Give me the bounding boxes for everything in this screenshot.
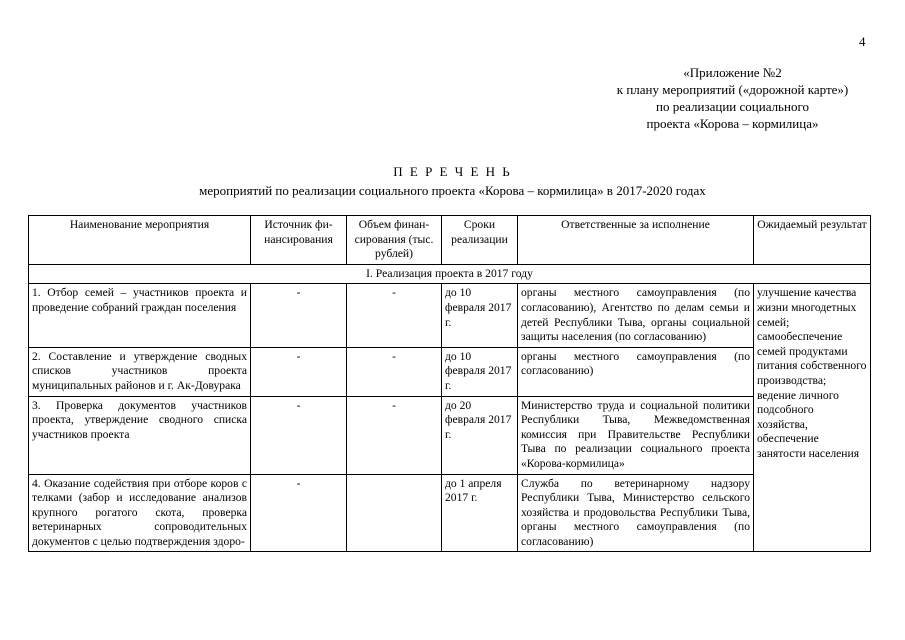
table-header-row [29, 216, 871, 265]
table-row [29, 284, 871, 347]
row-source: - [251, 474, 347, 552]
appendix-line-4: проекта «Корова – кормилица» [646, 116, 819, 131]
appendix-header [560, 64, 905, 132]
page-number: 4 [859, 34, 866, 49]
header-volume: Объем финан-сирования (тыс. рублей) [347, 216, 442, 265]
table-row [29, 474, 871, 552]
section-title: I. Реализация проекта в 2017 году [29, 264, 871, 284]
row-volume [347, 474, 442, 552]
row-name: 4. Оказание содействия при отборе коров с телками (забор и исследование анализов крупного рогатого скота, проверка ветеринарных сопроводительных документов с целью подтверждения здоро- [29, 474, 251, 552]
row-responsible: Министерство труда и социальной политики Республики Тыва, Межведомственная комиссия при Правительстве Республики Тыва по реализации социального проекта «Корова-кормилица» [518, 396, 754, 474]
row-name: 2. Составление и утверждение сводных списков участников проекта муниципальных районов и г. Ак-Довурака [29, 347, 251, 396]
document-subtitle: мероприятий по реализации социального проекта «Корова – кормилица» в 2017-2020 годах [199, 183, 706, 198]
row-volume: - [347, 284, 442, 347]
row-responsible: органы местного самоуправления (по согласованию) [518, 347, 754, 396]
row-source: - [251, 347, 347, 396]
header-terms: Сроки реализации [442, 216, 518, 265]
expected-result: улучшение качества жизни многодетных семей; самообеспечение семей продуктами питания собственного производства; ведение личного подсобного хозяйства, обеспечение занятости населения [754, 284, 871, 552]
row-responsible: Служба по ветеринарному надзору Республики Тыва, Министерство сельского хозяйства и продовольства Республики Тыва, органы местного самоуправления (по согласованию) [518, 474, 754, 552]
row-volume: - [347, 347, 442, 396]
header-responsible: Ответственные за исполнение [518, 216, 754, 265]
table-row [29, 347, 871, 396]
row-source: - [251, 396, 347, 474]
table-row [29, 396, 871, 474]
row-volume: - [347, 396, 442, 474]
row-source: - [251, 284, 347, 347]
header-name: Наименование мероприятия [29, 216, 251, 265]
row-terms: до 1 апреля 2017 г. [442, 474, 518, 552]
document-title: П Е Р Е Ч Е Н Ь [393, 164, 512, 179]
activities-table [28, 215, 871, 552]
appendix-line-1: «Приложение №2 [683, 65, 782, 80]
row-name: 3. Проверка документов участников проекта, утверждение сводного списка участников проекта [29, 396, 251, 474]
section-row [29, 264, 871, 284]
row-responsible: органы местного самоуправления (по согласованию), Агентство по делам семьи и детей Республики Тыва, органы социальной защиты населения (по согласованию) [518, 284, 754, 347]
appendix-line-3: по реализации социального [656, 99, 809, 114]
document-title-block [0, 162, 905, 200]
row-name: 1. Отбор семей – участников проекта и проведение собраний граждан поселения [29, 284, 251, 347]
header-result: Ожидаемый результат [754, 216, 871, 265]
row-terms: до 10 февраля 2017 г. [442, 284, 518, 347]
row-terms: до 20 февраля 2017 г. [442, 396, 518, 474]
row-terms: до 10 февраля 2017 г. [442, 347, 518, 396]
appendix-line-2: к плану мероприятий («дорожной карте») [616, 82, 849, 97]
header-source: Источник фи-нансирования [251, 216, 347, 265]
